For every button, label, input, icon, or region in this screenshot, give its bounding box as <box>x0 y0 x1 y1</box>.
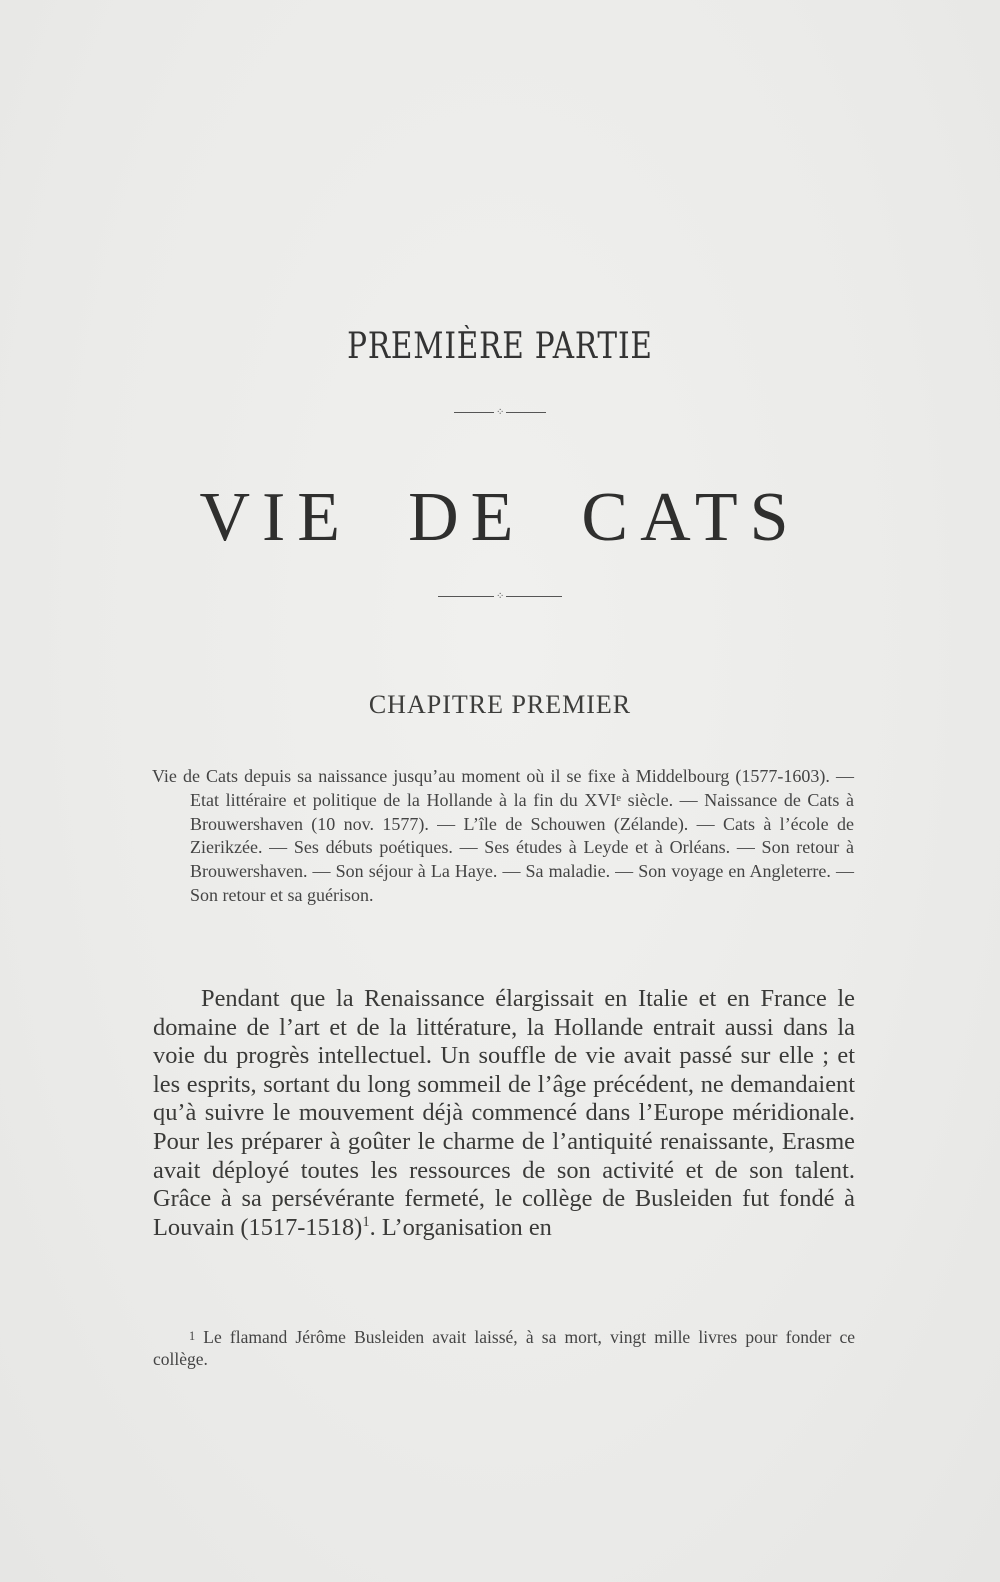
main-title-word: VIE <box>199 479 353 556</box>
body-text-part: . L’organisation en <box>369 1213 552 1241</box>
chapter-title: CHAPITRE PREMIER <box>368 690 632 719</box>
footnote <box>153 1326 855 1370</box>
footnote-reference: 1 <box>362 1213 370 1230</box>
part-title: PREMIÈRE PARTIE <box>347 326 653 367</box>
footnote-text: Le flamand Jérôme Busleiden avait laissé, à sa mort, vingt mille livres pour fonder ce collège. <box>153 1327 856 1369</box>
ornament-rule-bottom: ⁘ <box>438 592 562 602</box>
body-text-part: Pendant que la Renaissance élargissait en Italie et en France le domaine de l’art et de la littérature, la Hollande entrait aussi dans la voie du progrès intellectuel. Un souffle de vie avait passé sur elle ; et les esprits, sortant du long sommeil de l’âge précédent, ne demandaient qu’à suivre le mouvement déjà commencé dans l’Europe méridionale. Pour les préparer à goûter le charme de l’antiquité renaissante, Erasme avait déployé toutes les ressources de son activité et de son talent. Grâce à sa persévérante fermeté, le collège de Busleiden fut fondé à Louvain (1517-1518) <box>153 985 855 1241</box>
footnote-marker: 1 <box>189 1329 196 1343</box>
chapter-summary: Vie de Cats depuis sa naissance jusqu’au moment où il se fixe à Middelbourg (1577-1603). — Etat littéraire et politique de la Hollande à la fin du XVIᵉ siècle. — Naissance de Cats à Brouwershaven (10 nov. 1577). — L’île de Schouwen (Zélande). — Cats à l’école de Zierikzée. — Ses débuts poétiques. — Ses études à Leyde et à Orléans. — Son retour à Brouwershaven. — Son séjour à La Haye. — Sa maladie. — Son voyage en Angleterre. — Son retour et sa guérison. <box>152 766 854 905</box>
main-title-word: DE <box>408 479 526 556</box>
ornament-rule-top: ⁘ <box>454 408 546 418</box>
main-title-word: CATS <box>581 479 801 556</box>
main-title <box>0 478 1000 558</box>
body-paragraph <box>153 985 855 1242</box>
